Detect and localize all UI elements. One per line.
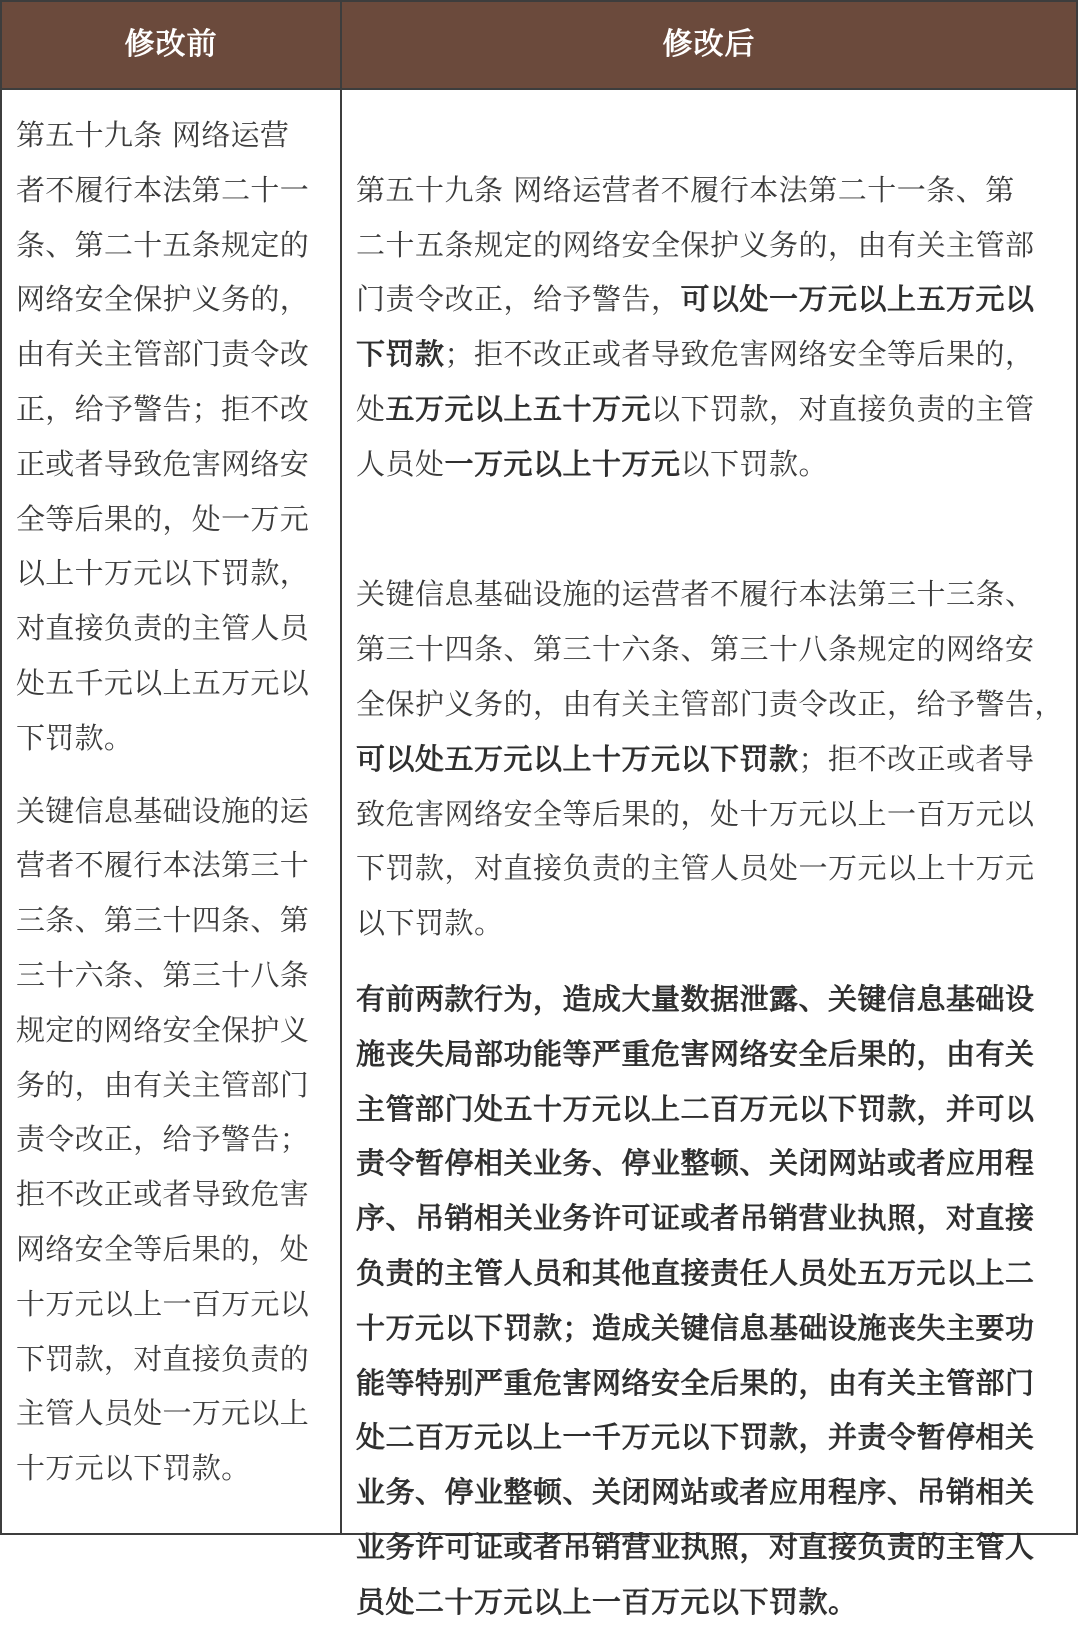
bold-text-segment: 可以处一万元以上五万元以 下罚款 xyxy=(356,282,1035,372)
text-segment: 第五十九条 网络运营者不履行本法第二十一条、第 二十五条规定的网络安全保护义务的，由有关主管部 门责令改正，给予警告， xyxy=(356,172,1035,317)
before-paragraph-2: 关键信息基础设施的运 营者不履行本法第三十 三条、第三十四条、第 三十六条、第三十八条 规定的网络安全保护义 务的，由有关主管部门 责令改正，给予警告； 拒不改正或者导致危害 网络安全等后果的，处 十万元以上一百万元以 下罚款，对直接负责的 主管人员处一万元以上 十万元以下罚款。 xyxy=(16,793,310,1486)
header-before: 修改前 xyxy=(124,27,218,62)
before-column xyxy=(16,108,328,1514)
table-header-row xyxy=(2,2,1076,90)
text-segment: ；拒不改正或者导 致危害网络安全等后果的，处十万元以上一百万元以 下罚款，对直接负责的主管人员处一万元以上十万元 以下罚款。 xyxy=(356,741,1035,941)
bold-text-segment: 五万元以上五十万元 xyxy=(385,391,652,426)
column-divider xyxy=(340,2,342,1533)
before-paragraph-1: 第五十九条 网络运营 者不履行本法第二十一 条、第二十五条规定的 网络安全保护义务的， 由有关主管部门责令改 正，给予警告；拒不改 正或者导致危害网络安 全等后果的，处一万元 以上十万元以下罚款， 对直接负责的主管人员 处五千元以上五万元以 下罚款。 xyxy=(16,118,310,755)
text-segment: 以下罚款，对直接负责的主管 人员处 xyxy=(356,391,1035,481)
text-segment: 关键信息基础设施的运营者不履行本法第三十三条、 第三十四条、第三十六条、第三十八条规定的网络安 全保护义务的，由有关主管部门责令改正，给予警告， xyxy=(356,577,1065,721)
header-after: 修改后 xyxy=(662,27,756,62)
after-column xyxy=(356,108,1068,1651)
after-paragraph-2 xyxy=(356,513,1068,951)
text-segment: ；拒不改正或者导致危害网络安全等后果的， 处 xyxy=(356,337,1035,426)
after-paragraph-1 xyxy=(356,108,1068,492)
bold-text-segment: 可以处五万元以上十万元以下罚款 xyxy=(356,741,799,776)
bold-text-segment: 一万元以上十万元 xyxy=(444,446,681,481)
after-paragraph-3: 有前两款行为，造成大量数据泄露、关键信息基础设 施丧失局部功能等严重危害网络安全后果的，由有关 主管部门处五十万元以上二百万元以下罚款，并可以 责令暂停相关业务、停业整顿、关闭网站或者应用程 序、吊销相关业务许可证或者吊销营业执照，对直接 负责的主管人员和其他直接责任人员处五万元以上二 十万元以下罚款；造成关键信息基础设施丧失主要功 能等特别严重危害网络安全后果的，由有关主管部门 处二百万元以上一千万元以下罚款，并责令暂停相关 业务、停业整顿、关闭网站或者应用程序、吊销相关 业务许可证或者吊销营业执照，对直接负责的主管人 员处二十万元以上一百万元以下罚款。 xyxy=(356,981,1035,1619)
text-segment: 以下罚款。 xyxy=(680,446,829,481)
